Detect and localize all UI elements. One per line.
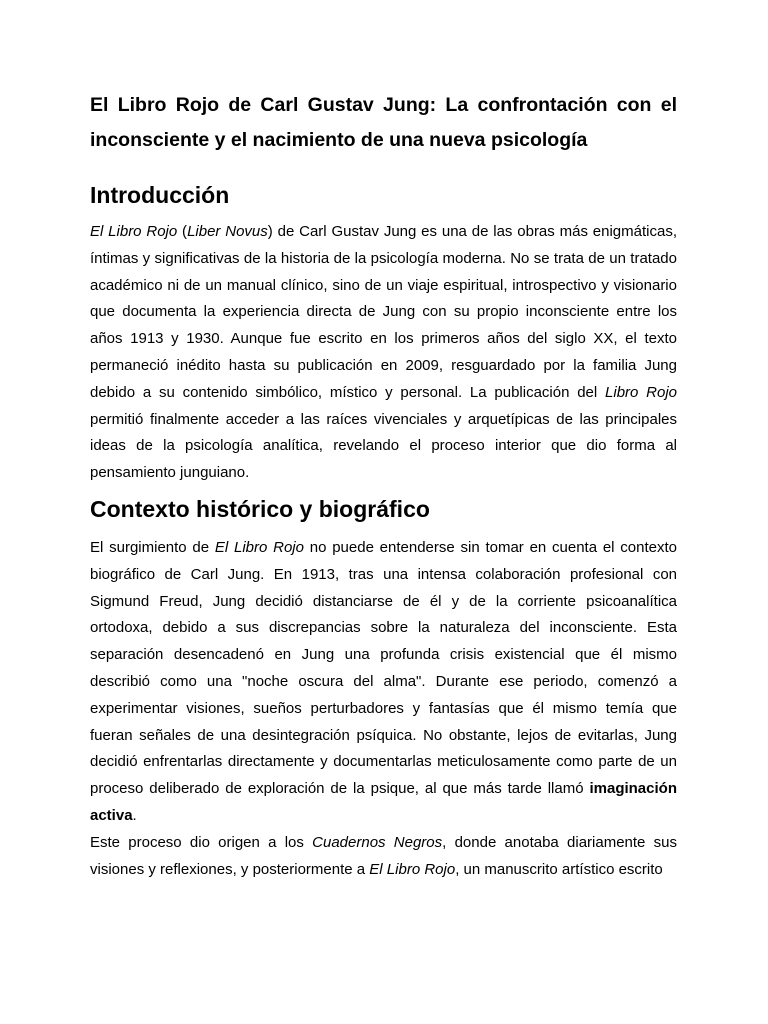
text-run: (: [177, 223, 188, 240]
text-run: El surgimiento de: [90, 538, 215, 556]
italic-text: Cuadernos Negros: [312, 833, 443, 851]
text-run: Este proceso dio origen a los: [90, 833, 313, 851]
text-run: .: [132, 806, 137, 824]
text-run: ) de Carl Gustav Jung es una de las obras más enigmáticas, íntimas y significativas de la historia de la psicología moderna. No se trata de un tratado académico ni de un manual clínico, sino de un viaje espiritual, introspectivo y visionario que documenta la experiencia directa de Jung con su propio inconsciente entre los años 1913 y 1930. Aunque fue escrito en los primeros años del siglo XX, el texto permaneció inédito hasta su publicación en 2009, resguardado por la familia Jung debido a su contenido simbólico, místico y personal. La publicación del: [90, 223, 677, 401]
section-heading: Contexto histórico y biográfico: [90, 495, 430, 522]
text-run: no puede entenderse sin tomar en cuenta el contexto biográfico de Carl Jung. En 1913, tras una intensa colaboración profesional con Sigmund Freud, Jung decidió distanciarse de él y de la corriente psicoanalítica ortodoxa, debido a sus discrepancias sobre la naturaleza del inconsciente. Esta separación desencadenó en Jung una profunda crisis existencial que él mismo describió como una "noche oscura del alma". Durante ese periodo, comenzó a experimentar visiones, sueños perturbadores y fantasías que él mismo temía que fueran señales de una desintegración psíquica. No obstante, lejos de evitarlas, Jung decidió enfrentarlas directamente y documentarlas meticulosamente como parte de un proceso deliberado de exploración de la psique, al que más tarde llamó: [90, 538, 677, 798]
text-run: , donde anotaba diariamente sus visiones y reflexiones, y posteriormente a: [90, 833, 677, 878]
text-run: permitió finalmente acceder a las raíces vivenciales y arquetípicas de las principales ideas de la psicología analítica, revelando el proceso interior que dio forma al pensamiento junguiano.: [90, 410, 677, 482]
section-heading: Introducción: [90, 182, 230, 208]
italic-text: El Libro Rojo: [369, 860, 456, 878]
bold-text: imaginación activa: [90, 780, 677, 824]
document-body: [90, 88, 677, 883]
italic-text: Libro Rojo: [605, 383, 677, 401]
italic-text: El Libro Rojo: [214, 538, 304, 556]
document-title: El Libro Rojo de Carl Gustav Jung: La confrontación con el inconsciente y el nacimiento de una nueva psicología: [90, 94, 677, 151]
paragraph: [90, 219, 677, 487]
section-introduccion: [90, 181, 677, 487]
section-contexto-historico: [90, 495, 677, 883]
italic-text: Liber Novus: [187, 223, 268, 240]
paragraph: [90, 830, 677, 884]
paragraph: [90, 535, 677, 830]
text-run: , un manuscrito artístico escrito: [455, 860, 663, 878]
italic-text: El Libro Rojo: [90, 223, 178, 240]
